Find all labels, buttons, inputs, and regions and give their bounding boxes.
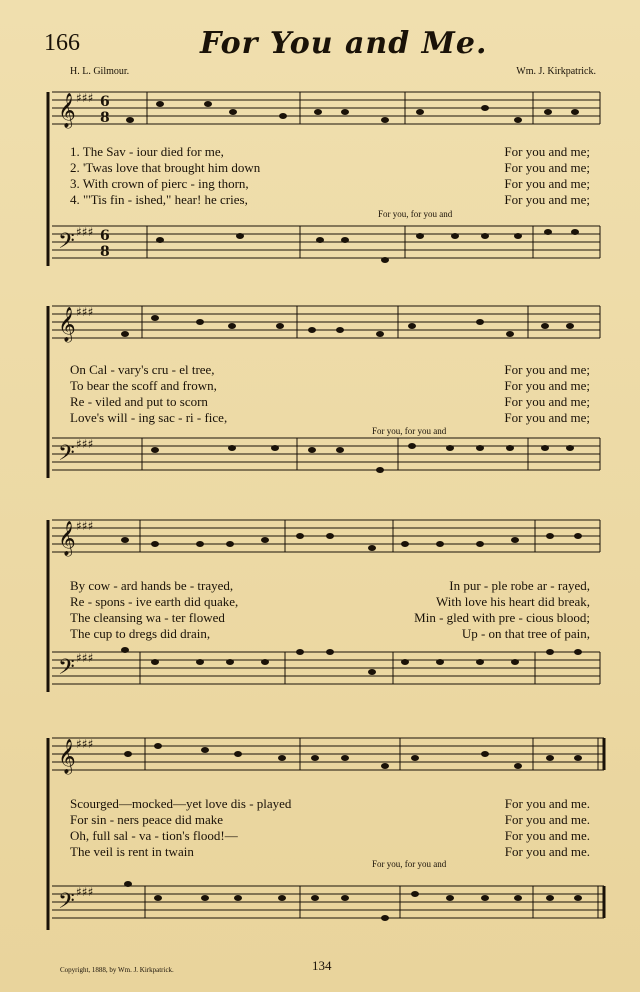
lyric-line: 4. "'Tis fin - ished," hear! he cries, For you and me;: [70, 192, 590, 207]
svg-text:♯♯♯: ♯♯♯: [76, 737, 94, 751]
lyric-line: 2. 'Twas love that brought him down For you and me;: [70, 160, 590, 175]
page-number: 134: [312, 958, 332, 973]
composer-credit: Wm. J. Kirkpatrick.: [516, 66, 596, 77]
lyric-line: Re - spons - ive earth did quake, With love his heart did break,: [70, 594, 590, 609]
svg-text:♯♯♯: ♯♯♯: [76, 651, 94, 665]
verse-lines-system-4: [70, 796, 590, 860]
svg-text:𝄢: 𝄢: [58, 229, 75, 259]
svg-text:♯♯♯: ♯♯♯: [76, 305, 94, 319]
lyric-line: Oh, full sal - va - tion's flood!— For you and me.: [70, 828, 590, 843]
lyric-line: By cow - ard hands be - trayed, In pur - ple robe ar - rayed,: [70, 578, 590, 593]
hymn-title: For You and Me.: [200, 26, 488, 61]
lyric-line: The veil is rent in twain For you and me.: [70, 844, 590, 859]
svg-text:𝄢: 𝄢: [58, 889, 75, 919]
svg-text:𝄞: 𝄞: [58, 739, 76, 774]
svg-text:♯♯♯: ♯♯♯: [76, 437, 94, 451]
copyright-notice: Copyright, 1888, by Wm. J. Kirkpatrick.: [60, 966, 174, 974]
lyric-line: To bear the scoff and frown, For you and me;: [70, 378, 590, 393]
svg-text:6: 6: [100, 94, 110, 110]
lyric-line: Love's will - ing sac - ri - fice, For you and me;: [70, 410, 590, 425]
bass-refrain-text: For you, for you and: [378, 209, 453, 219]
lyric-line: Re - viled and put to scorn For you and me;: [70, 394, 590, 409]
lyric-line: For sin - ners peace did make For you and me.: [70, 812, 590, 827]
bass-refrain-text: For you, for you and: [372, 426, 447, 436]
lyric-line: Scourged—mocked—yet love dis - played For you and me.: [70, 796, 590, 811]
hymn-number: 166: [44, 30, 80, 56]
author-credit: H. L. Gilmour.: [70, 66, 130, 77]
svg-text:♯♯♯: ♯♯♯: [76, 91, 94, 105]
bass-refrain-text: For you, for you and: [372, 859, 447, 869]
verse-lines-system-1: [70, 144, 590, 208]
svg-text:8: 8: [100, 244, 110, 260]
svg-text:♯♯♯: ♯♯♯: [76, 225, 94, 239]
lyric-line: The cup to dregs did drain, Up - on that tree of pain,: [70, 626, 590, 641]
lyric-line: 1. The Sav - iour died for me, For you and me;: [70, 144, 590, 159]
svg-text:𝄢: 𝄢: [58, 441, 75, 471]
svg-text:𝄞: 𝄞: [58, 93, 76, 128]
svg-text:𝄞: 𝄞: [58, 307, 76, 342]
lyric-line: On Cal - vary's cru - el tree, For you and me;: [70, 362, 590, 377]
svg-text:𝄞: 𝄞: [58, 521, 76, 556]
verse-lines-system-2: [70, 362, 590, 426]
svg-text:𝄢: 𝄢: [58, 655, 75, 685]
verse-lines-system-3: [70, 578, 590, 642]
svg-text:8: 8: [100, 110, 110, 126]
svg-text:6: 6: [100, 228, 110, 244]
lyric-line: The cleansing wa - ter flowed Min - gled with pre - cious blood;: [70, 610, 590, 625]
svg-text:♯♯♯: ♯♯♯: [76, 519, 94, 533]
svg-text:♯♯♯: ♯♯♯: [76, 885, 94, 899]
lyric-line: 3. With crown of pierc - ing thorn, For you and me;: [70, 176, 590, 191]
